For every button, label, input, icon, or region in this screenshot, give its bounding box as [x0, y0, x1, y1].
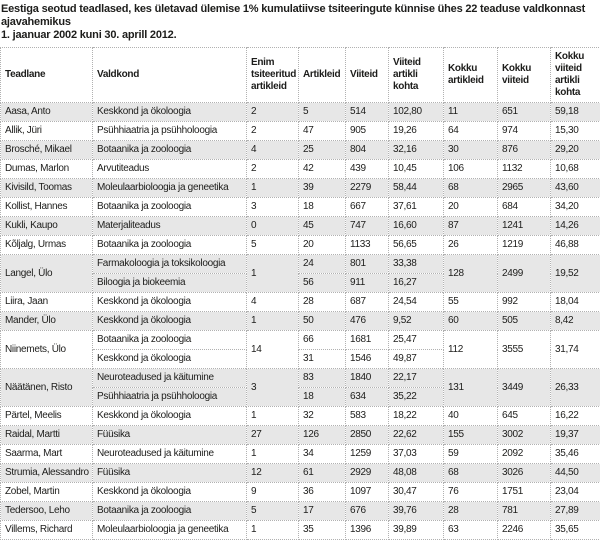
- cell-kokku-viiteid-artikli-kohta: 27,89: [551, 502, 600, 521]
- cell-valdkond: Keskkond ja ökoloogia: [93, 312, 247, 331]
- cell-kokku-viiteid: 2246: [498, 521, 551, 540]
- cell-kokku-artikleid: 68: [444, 179, 498, 198]
- cell-kokku-viiteid-artikli-kohta: 23,04: [551, 483, 600, 502]
- table-row: [1, 122, 600, 141]
- cell-kokku-viiteid: 3449: [498, 369, 551, 407]
- cell-teadlane: Aasa, Anto: [1, 103, 93, 122]
- cell-kokku-artikleid: 30: [444, 141, 498, 160]
- cell-viiteid-artikli-kohta: 18,22: [389, 407, 444, 426]
- cell-viiteid-artikli-kohta: 58,44: [389, 179, 444, 198]
- table-header-row: [1, 48, 600, 103]
- cell-kokku-viiteid-artikli-kohta: 19,37: [551, 426, 600, 445]
- cell-teadlane: Kollist, Hannes: [1, 198, 93, 217]
- cell-enim-tsiteeritud-artikleid: 9: [247, 483, 299, 502]
- table-row: [1, 331, 600, 350]
- cell-teadlane: Kõljalg, Urmas: [1, 236, 93, 255]
- cell-teadlane: Liira, Jaan: [1, 293, 93, 312]
- cell-kokku-viiteid-artikli-kohta: 35,46: [551, 445, 600, 464]
- cell-kokku-viiteid: 2499: [498, 255, 551, 293]
- cell-teadlane: Kivisild, Toomas: [1, 179, 93, 198]
- cell-viiteid: 747: [346, 217, 389, 236]
- cell-valdkond: Botaanika ja zooloogia: [93, 141, 247, 160]
- table-row: [1, 198, 600, 217]
- cell-artikleid: 45: [299, 217, 346, 236]
- cell-artikleid: 39: [299, 179, 346, 198]
- cell-kokku-artikleid: 28: [444, 502, 498, 521]
- cell-valdkond: Keskkond ja ökoloogia: [93, 293, 247, 312]
- table-row: [1, 160, 600, 179]
- table-row: [1, 255, 600, 274]
- cell-kokku-viiteid-artikli-kohta: 35,65: [551, 521, 600, 540]
- cell-enim-tsiteeritud-artikleid: 2: [247, 103, 299, 122]
- cell-kokku-viiteid: 651: [498, 103, 551, 122]
- cell-artikleid: 24: [299, 255, 346, 274]
- cell-valdkond: Moleulaarbioloogia ja geneetika: [93, 521, 247, 540]
- cell-viiteid-artikli-kohta: 9,52: [389, 312, 444, 331]
- cell-valdkond: Botaanika ja zooloogia: [93, 198, 247, 217]
- cell-valdkond: Keskkond ja ökoloogia: [93, 407, 247, 426]
- table-row: [1, 445, 600, 464]
- cell-enim-tsiteeritud-artikleid: 3: [247, 369, 299, 407]
- cell-enim-tsiteeritud-artikleid: 1: [247, 255, 299, 293]
- cell-kokku-viiteid: 1241: [498, 217, 551, 236]
- cell-enim-tsiteeritud-artikleid: 3: [247, 198, 299, 217]
- cell-viiteid-artikli-kohta: 39,76: [389, 502, 444, 521]
- cell-kokku-artikleid: 26: [444, 236, 498, 255]
- cell-viiteid-artikli-kohta: 16,27: [389, 274, 444, 293]
- cell-valdkond: Psühhiaatria ja psühholoogia: [93, 122, 247, 141]
- cell-viiteid: 2850: [346, 426, 389, 445]
- cell-kokku-viiteid-artikli-kohta: 8,42: [551, 312, 600, 331]
- cell-viiteid: 476: [346, 312, 389, 331]
- cell-kokku-viiteid-artikli-kohta: 15,30: [551, 122, 600, 141]
- cell-enim-tsiteeritud-artikleid: 1: [247, 312, 299, 331]
- cell-teadlane: Saarma, Mart: [1, 445, 93, 464]
- cell-valdkond: Neuroteadused ja käitumine: [93, 445, 247, 464]
- cell-artikleid: 66: [299, 331, 346, 350]
- cell-artikleid: 42: [299, 160, 346, 179]
- cell-viiteid: 905: [346, 122, 389, 141]
- cell-enim-tsiteeritud-artikleid: 0: [247, 217, 299, 236]
- cell-viiteid-artikli-kohta: 22,62: [389, 426, 444, 445]
- cell-teadlane: Pärtel, Meelis: [1, 407, 93, 426]
- cell-kokku-viiteid: 505: [498, 312, 551, 331]
- cell-enim-tsiteeritud-artikleid: 4: [247, 293, 299, 312]
- cell-enim-tsiteeritud-artikleid: 1: [247, 445, 299, 464]
- cell-artikleid: 35: [299, 521, 346, 540]
- cell-kokku-artikleid: 55: [444, 293, 498, 312]
- cell-viiteid: 804: [346, 141, 389, 160]
- cell-viiteid-artikli-kohta: 49,87: [389, 350, 444, 369]
- cell-viiteid: 1097: [346, 483, 389, 502]
- cell-kokku-viiteid: 3002: [498, 426, 551, 445]
- cell-viiteid-artikli-kohta: 33,38: [389, 255, 444, 274]
- table-row: [1, 426, 600, 445]
- cell-artikleid: 18: [299, 388, 346, 407]
- cell-valdkond: Arvutiteadus: [93, 160, 247, 179]
- table-row: [1, 293, 600, 312]
- cell-enim-tsiteeritud-artikleid: 5: [247, 236, 299, 255]
- table-row: [1, 236, 600, 255]
- cell-kokku-viiteid-artikli-kohta: 44,50: [551, 464, 600, 483]
- page-title: [0, 0, 600, 42]
- cell-viiteid: 2929: [346, 464, 389, 483]
- column-header: Enim tsiteeritud artikleid: [247, 48, 299, 103]
- column-header: Kokku artikleid: [444, 48, 498, 103]
- cell-viiteid-artikli-kohta: 48,08: [389, 464, 444, 483]
- cell-kokku-viiteid: 3026: [498, 464, 551, 483]
- cell-enim-tsiteeritud-artikleid: 12: [247, 464, 299, 483]
- cell-enim-tsiteeritud-artikleid: 1: [247, 407, 299, 426]
- cell-artikleid: 31: [299, 350, 346, 369]
- cell-kokku-viiteid-artikli-kohta: 16,22: [551, 407, 600, 426]
- cell-viiteid: 1259: [346, 445, 389, 464]
- cell-kokku-viiteid-artikli-kohta: 18,04: [551, 293, 600, 312]
- table-row: [1, 464, 600, 483]
- table-row: [1, 103, 600, 122]
- cell-viiteid-artikli-kohta: 24,54: [389, 293, 444, 312]
- cell-viiteid-artikli-kohta: 25,47: [389, 331, 444, 350]
- cell-viiteid: 1546: [346, 350, 389, 369]
- column-header: Viiteid: [346, 48, 389, 103]
- cell-kokku-viiteid: 684: [498, 198, 551, 217]
- table-row: [1, 407, 600, 426]
- column-header: Teadlane: [1, 48, 93, 103]
- cell-enim-tsiteeritud-artikleid: 2: [247, 160, 299, 179]
- cell-kokku-viiteid-artikli-kohta: 26,33: [551, 369, 600, 407]
- cell-kokku-artikleid: 112: [444, 331, 498, 369]
- cell-viiteid-artikli-kohta: 32,16: [389, 141, 444, 160]
- cell-viiteid-artikli-kohta: 39,89: [389, 521, 444, 540]
- cell-kokku-viiteid-artikli-kohta: 34,20: [551, 198, 600, 217]
- cell-artikleid: 36: [299, 483, 346, 502]
- cell-kokku-artikleid: 63: [444, 521, 498, 540]
- cell-artikleid: 61: [299, 464, 346, 483]
- cell-kokku-viiteid: 1751: [498, 483, 551, 502]
- cell-artikleid: 25: [299, 141, 346, 160]
- cell-teadlane: Mander, Ülo: [1, 312, 93, 331]
- table-row: [1, 179, 600, 198]
- cell-valdkond: Neuroteadused ja käitumine: [93, 369, 247, 388]
- cell-kokku-artikleid: 106: [444, 160, 498, 179]
- cell-kokku-viiteid: 2092: [498, 445, 551, 464]
- cell-viiteid: 1396: [346, 521, 389, 540]
- cell-viiteid: 514: [346, 103, 389, 122]
- cell-viiteid: 676: [346, 502, 389, 521]
- cell-kokku-viiteid-artikli-kohta: 43,60: [551, 179, 600, 198]
- cell-teadlane: Langel, Ülo: [1, 255, 93, 293]
- cell-kokku-artikleid: 131: [444, 369, 498, 407]
- cell-kokku-artikleid: 68: [444, 464, 498, 483]
- cell-viiteid: 634: [346, 388, 389, 407]
- cell-kokku-viiteid: 974: [498, 122, 551, 141]
- cell-valdkond: Füüsika: [93, 464, 247, 483]
- cell-viiteid: 667: [346, 198, 389, 217]
- cell-kokku-viiteid: 781: [498, 502, 551, 521]
- cell-enim-tsiteeritud-artikleid: 1: [247, 521, 299, 540]
- cell-enim-tsiteeritud-artikleid: 27: [247, 426, 299, 445]
- cell-kokku-viiteid: 992: [498, 293, 551, 312]
- cell-valdkond: Keskkond ja ökoloogia: [93, 350, 247, 369]
- cell-viiteid: 687: [346, 293, 389, 312]
- cell-kokku-artikleid: 87: [444, 217, 498, 236]
- cell-viiteid-artikli-kohta: 37,03: [389, 445, 444, 464]
- cell-kokku-viiteid-artikli-kohta: 19,52: [551, 255, 600, 293]
- cell-artikleid: 50: [299, 312, 346, 331]
- cell-artikleid: 5: [299, 103, 346, 122]
- cell-valdkond: Füüsika: [93, 426, 247, 445]
- scientists-table: [0, 47, 600, 540]
- cell-artikleid: 47: [299, 122, 346, 141]
- cell-kokku-viiteid-artikli-kohta: 46,88: [551, 236, 600, 255]
- table-row: [1, 141, 600, 160]
- cell-kokku-viiteid-artikli-kohta: 10,68: [551, 160, 600, 179]
- cell-enim-tsiteeritud-artikleid: 5: [247, 502, 299, 521]
- cell-valdkond: Botaanika ja zooloogia: [93, 236, 247, 255]
- cell-artikleid: 32: [299, 407, 346, 426]
- cell-teadlane: Niinemets, Ülo: [1, 331, 93, 369]
- cell-viiteid-artikli-kohta: 30,47: [389, 483, 444, 502]
- cell-viiteid: 801: [346, 255, 389, 274]
- cell-artikleid: 34: [299, 445, 346, 464]
- cell-enim-tsiteeritud-artikleid: 1: [247, 179, 299, 198]
- cell-teadlane: Kukli, Kaupo: [1, 217, 93, 236]
- cell-viiteid: 439: [346, 160, 389, 179]
- cell-valdkond: Botaanika ja zooloogia: [93, 331, 247, 350]
- cell-kokku-artikleid: 155: [444, 426, 498, 445]
- cell-kokku-artikleid: 20: [444, 198, 498, 217]
- cell-teadlane: Allik, Jüri: [1, 122, 93, 141]
- cell-kokku-artikleid: 60: [444, 312, 498, 331]
- table-row: [1, 369, 600, 388]
- cell-teadlane: Brosché, Mikael: [1, 141, 93, 160]
- table-row: [1, 502, 600, 521]
- cell-teadlane: Dumas, Marlon: [1, 160, 93, 179]
- cell-kokku-artikleid: 11: [444, 103, 498, 122]
- column-header: Valdkond: [93, 48, 247, 103]
- cell-valdkond: Materjaliteadus: [93, 217, 247, 236]
- cell-enim-tsiteeritud-artikleid: 14: [247, 331, 299, 369]
- page-title-line-2: 1. jaanuar 2002 kuni 30. aprill 2012.: [1, 29, 596, 42]
- column-header: Viiteid artikli kohta: [389, 48, 444, 103]
- cell-teadlane: Zobel, Martin: [1, 483, 93, 502]
- table-header: [1, 48, 600, 103]
- cell-artikleid: 17: [299, 502, 346, 521]
- table-row: [1, 521, 600, 540]
- cell-kokku-viiteid: 1219: [498, 236, 551, 255]
- cell-viiteid-artikli-kohta: 102,80: [389, 103, 444, 122]
- cell-kokku-artikleid: 64: [444, 122, 498, 141]
- cell-artikleid: 83: [299, 369, 346, 388]
- cell-artikleid: 28: [299, 293, 346, 312]
- cell-valdkond: Keskkond ja ökoloogia: [93, 103, 247, 122]
- cell-valdkond: Psühhiaatria ja psühholoogia: [93, 388, 247, 407]
- cell-teadlane: Raidal, Martti: [1, 426, 93, 445]
- cell-valdkond: Biloogia ja biokeemia: [93, 274, 247, 293]
- cell-viiteid-artikli-kohta: 35,22: [389, 388, 444, 407]
- cell-viiteid: 1840: [346, 369, 389, 388]
- cell-kokku-viiteid: 3555: [498, 331, 551, 369]
- cell-viiteid: 911: [346, 274, 389, 293]
- column-header: Artikleid: [299, 48, 346, 103]
- page-title-line-1: Eestiga seotud teadlased, kes ületavad ülemise 1% kumulatiivse tsiteeringute künnise ühes 22 teaduse valdkonnast ajavahemikus: [1, 3, 596, 29]
- column-header: Kokku viiteid artikli kohta: [551, 48, 600, 103]
- cell-viiteid: 2279: [346, 179, 389, 198]
- cell-valdkond: Botaanika ja zooloogia: [93, 502, 247, 521]
- cell-kokku-artikleid: 128: [444, 255, 498, 293]
- cell-artikleid: 18: [299, 198, 346, 217]
- table-row: [1, 217, 600, 236]
- cell-artikleid: 20: [299, 236, 346, 255]
- cell-viiteid: 1681: [346, 331, 389, 350]
- cell-viiteid-artikli-kohta: 37,61: [389, 198, 444, 217]
- cell-viiteid-artikli-kohta: 10,45: [389, 160, 444, 179]
- cell-viiteid: 583: [346, 407, 389, 426]
- cell-kokku-artikleid: 76: [444, 483, 498, 502]
- cell-kokku-viiteid: 2965: [498, 179, 551, 198]
- cell-viiteid-artikli-kohta: 22,17: [389, 369, 444, 388]
- cell-teadlane: Villems, Richard: [1, 521, 93, 540]
- cell-valdkond: Moleulaarbioloogia ja geneetika: [93, 179, 247, 198]
- cell-viiteid-artikli-kohta: 56,65: [389, 236, 444, 255]
- cell-valdkond: Farmakoloogia ja toksikoloogia: [93, 255, 247, 274]
- table-row: [1, 483, 600, 502]
- cell-teadlane: Näätänen, Risto: [1, 369, 93, 407]
- cell-valdkond: Keskkond ja ökoloogia: [93, 483, 247, 502]
- column-header: Kokku viiteid: [498, 48, 551, 103]
- cell-kokku-viiteid: 645: [498, 407, 551, 426]
- cell-artikleid: 126: [299, 426, 346, 445]
- cell-enim-tsiteeritud-artikleid: 2: [247, 122, 299, 141]
- cell-viiteid-artikli-kohta: 19,26: [389, 122, 444, 141]
- cell-kokku-viiteid-artikli-kohta: 31,74: [551, 331, 600, 369]
- cell-enim-tsiteeritud-artikleid: 4: [247, 141, 299, 160]
- table-body: [1, 103, 600, 540]
- table-row: [1, 312, 600, 331]
- cell-kokku-viiteid-artikli-kohta: 29,20: [551, 141, 600, 160]
- cell-kokku-viiteid: 876: [498, 141, 551, 160]
- cell-kokku-artikleid: 40: [444, 407, 498, 426]
- cell-kokku-viiteid: 1132: [498, 160, 551, 179]
- cell-artikleid: 56: [299, 274, 346, 293]
- cell-viiteid-artikli-kohta: 16,60: [389, 217, 444, 236]
- cell-teadlane: Strumia, Alessandro: [1, 464, 93, 483]
- cell-kokku-viiteid-artikli-kohta: 59,18: [551, 103, 600, 122]
- cell-viiteid: 1133: [346, 236, 389, 255]
- cell-teadlane: Tedersoo, Leho: [1, 502, 93, 521]
- cell-kokku-viiteid-artikli-kohta: 14,26: [551, 217, 600, 236]
- cell-kokku-artikleid: 59: [444, 445, 498, 464]
